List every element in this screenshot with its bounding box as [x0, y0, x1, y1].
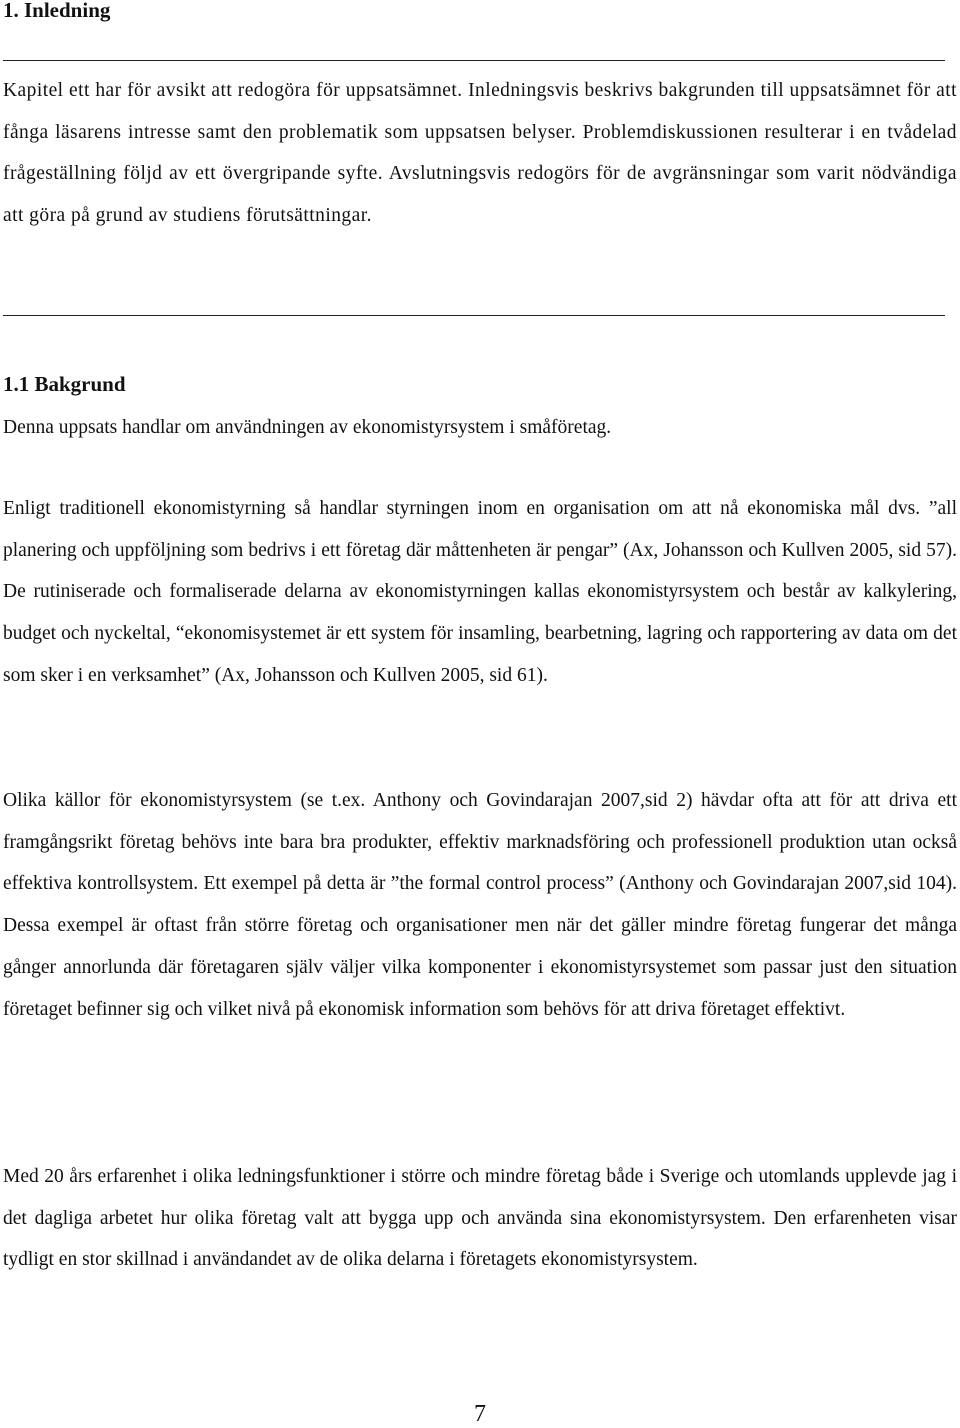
body-paragraph: Olika källor för ekonomistyrsystem (se t.ex. Anthony och Govindarajan 2007,sid 2) hävdar ofta att för att driva ett framgångsrikt företag behövs inte bara bra produkter, effektiv marknadsföring och professionell produktion utan också effektiva kontrollsystem. Ett exempel på detta är ”the formal control process” (Anthony och Govindarajan 2007,sid 104). Dessa exempel är oftast från större företag och organisationer men när det gäller mindre företag fungerar det många gånger annorlunda där företagaren själv väljer vilka komponenter i ekonomistyrsystemet som passar just den situation företaget befinner sig och vilket nivå på ekonomisk information som behövs för att driva företaget effektivt. [3, 790, 957, 1020]
bottom-divider [3, 315, 945, 316]
page-number: 7 [474, 1401, 486, 1427]
chapter-heading: 1. Inledning [3, 0, 111, 22]
top-divider [3, 60, 945, 61]
body-paragraph: Enligt traditionell ekonomistyrning så handlar styrningen inom en organisation om att nå ekonomiska mål dvs. ”all planering och uppföljning som bedrivs i ett företag där måttenheten är pengar” (Ax, Johansson och Kullven 2005, sid 57). De rutiniserade och formaliserade delarna av ekonomistyrningen kallas ekonomistyrsystem och består av kalkylering, budget och nyckeltal, “ekonomisystemet är ett system för insamling, bearbetning, lagring och rapportering av data om det som sker i en verksamhet” (Ax, Johansson och Kullven 2005, sid 61). [3, 498, 957, 686]
body-paragraph: Med 20 års erfarenhet i olika ledningsfunktioner i större och mindre företag både i Sverige och utomlands upplevde jag i det dagliga arbetet hur olika företag valt att bygga upp och använda sina ekonomistyrsystem. Den erfarenheten visar tydligt en stor skillnad i användandet av de olika delarna i företagets ekonomistyrsystem. [3, 1166, 957, 1271]
section-lead: Denna uppsats handlar om användningen av ekonomistyrsystem i småföretag. [3, 417, 612, 438]
chapter-intro: Kapitel ett har för avsikt att redogöra för uppsatsämnet. Inledningsvis beskrivs bakgrunden till uppsatsämnet för att fånga läsarens intresse samt den problematik som uppsatsen belyser. Problemdiskussionen resulterar i en tvådelad frågeställning följd av ett övergripande syfte. Avslutningsvis redogörs för de avgränsningar som varit nödvändiga att göra på grund av studiens förutsättningar. [3, 80, 957, 227]
section-heading: 1.1 Bakgrund [3, 372, 126, 396]
